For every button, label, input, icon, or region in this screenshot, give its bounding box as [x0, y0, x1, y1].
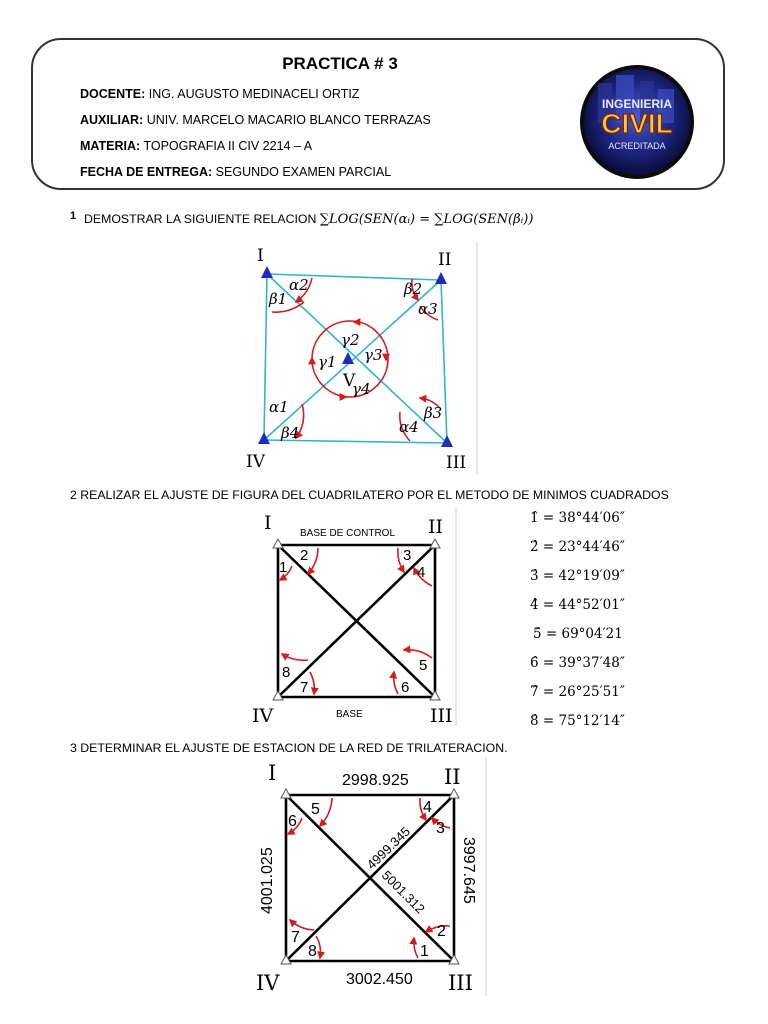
- due-date-value: SEGUNDO EXAMEN PARCIAL: [215, 165, 392, 179]
- assistant-value: UNIV. MARCELO MACARIO BLANCO TERRAZAS: [146, 113, 431, 127]
- fig3-vertex-III: III: [448, 971, 473, 995]
- fig3-angle-6: 6: [288, 813, 297, 830]
- subject-line: [80, 139, 312, 153]
- assistant-label: AUXILIAR:: [80, 113, 144, 127]
- fig3-side-bottom: 3002.450: [346, 971, 413, 988]
- fig1-gamma-2: γ2: [341, 331, 360, 349]
- logo-text-main: CIVIL: [601, 108, 673, 139]
- angle-3-value: 3̂ = 42°19′09″: [530, 568, 625, 584]
- fig3-angle-4: 4: [423, 799, 432, 816]
- fig3-angle-1: 1: [420, 943, 429, 960]
- fig2-top-base-label: BASE DE CONTROL: [300, 528, 396, 539]
- fig1-vertex-V: V: [343, 371, 356, 391]
- angle-7-value: 7̂ = 26°25′51″: [530, 684, 625, 700]
- fig3-vertex-I: I: [268, 761, 277, 785]
- angle-2-value: 2̂ = 23°44′46″: [530, 539, 625, 555]
- fig1-vertex-I: I: [257, 246, 264, 266]
- fig3-diagonal-1: 4999.345: [363, 823, 414, 873]
- subject-label: MATERIA:: [80, 139, 141, 153]
- fig1-gamma-1: γ1: [318, 353, 337, 371]
- teacher-value: ING. AUGUSTO MEDINACELI ORTIZ: [148, 87, 360, 101]
- fig3-angle-8: 8: [308, 943, 317, 960]
- teacher-label: DOCENTE:: [80, 87, 146, 101]
- fig2-angle-6: 6: [401, 679, 410, 696]
- angle-5-value: 5̂ = 69°04′21: [533, 626, 623, 642]
- fig1-beta-3: β3: [424, 404, 443, 422]
- fig2-angle-8: 8: [282, 664, 291, 681]
- fig1-beta-2: β2: [404, 280, 423, 298]
- question-1-formula: ∑LOG(SEN(αᵢ) = ∑LOG(SEN(βᵢ)): [319, 212, 534, 227]
- civil-engineering-logo: [578, 63, 696, 181]
- fig3-side-left: 4001.025: [259, 847, 276, 914]
- figure-1-quadrilateral: [240, 242, 480, 474]
- fig2-vertex-I: I: [264, 512, 272, 534]
- teacher-line: [80, 87, 359, 101]
- question-2-text: 2 REALIZAR EL AJUSTE DE FIGURA DEL CUADRILATERO POR EL METODO DE MINIMOS CUADRADOS: [70, 488, 669, 502]
- due-date-line: [80, 165, 391, 179]
- page-title: PRACTICA # 3: [282, 54, 398, 73]
- fig1-vertex-II: II: [438, 250, 452, 270]
- fig1-alpha-3: α3: [418, 300, 438, 318]
- fig1-alpha-1: α1: [269, 398, 289, 416]
- subject-value: TOPOGRAFIA II CIV 2214 – A: [143, 139, 313, 153]
- angle-8-value: 8̂ = 75°12′14″: [530, 713, 625, 729]
- fig3-vertex-IV: IV: [256, 971, 280, 995]
- fig2-angle-2: 2: [300, 547, 309, 564]
- figure-3-trilateration: [250, 758, 490, 996]
- fig2-angle-5: 5: [419, 657, 428, 674]
- due-date-label: FECHA DE ENTREGA:: [80, 165, 213, 179]
- question-1-number: 1: [70, 210, 77, 222]
- angle-4-value: 4̂ = 44°52′01″: [530, 597, 625, 613]
- logo-text-top: INGENIERIA: [601, 97, 673, 111]
- fig1-beta-4: β4: [281, 424, 300, 442]
- fig2-vertex-III: III: [430, 705, 453, 726]
- fig2-angle-1: 1: [279, 559, 288, 576]
- fig2-angle-3: 3: [403, 547, 412, 564]
- fig2-bottom-base-label: BASE: [336, 709, 363, 720]
- question-1-text: [84, 212, 533, 227]
- fig1-beta-1: β1: [269, 290, 288, 308]
- question-3-text: 3 DETERMINAR EL AJUSTE DE ESTACION DE LA RED DE TRILATERACION.: [70, 741, 508, 755]
- fig3-side-right: 3997.645: [460, 837, 477, 904]
- fig3-angle-7: 7: [291, 929, 300, 946]
- fig1-alpha-4: α4: [399, 418, 419, 436]
- fig2-vertex-IV: IV: [252, 705, 274, 726]
- question-1-label: DEMOSTRAR LA SIGUIENTE RELACION: [84, 212, 317, 226]
- fig2-vertex-II: II: [428, 516, 444, 538]
- figure-2-quadrilateral: [248, 508, 460, 726]
- fig3-angle-2: 2: [437, 923, 446, 940]
- fig3-angle-5: 5: [311, 801, 320, 818]
- fig1-alpha-2: α2: [289, 276, 309, 294]
- angle-1-value: 1̂ = 38°44′06″: [530, 510, 625, 526]
- fig2-angle-4: 4: [417, 564, 426, 581]
- fig3-vertex-II: II: [444, 765, 461, 789]
- logo-text-bottom: ACREDITADA: [608, 141, 666, 151]
- fig1-gamma-4: γ4: [352, 380, 371, 398]
- fig3-diagonal-2: 5001.312: [378, 867, 428, 917]
- assistant-line: [80, 113, 431, 127]
- fig1-vertex-III: III: [446, 453, 467, 473]
- fig1-vertex-IV: IV: [246, 452, 265, 472]
- angle-6-value: 6̂ = 39°37′48″: [530, 655, 625, 671]
- fig3-side-top: 2998.925: [342, 772, 409, 789]
- fig3-angle-3: 3: [436, 820, 445, 837]
- fig2-angle-7: 7: [300, 679, 309, 696]
- fig1-gamma-3: γ3: [364, 346, 383, 364]
